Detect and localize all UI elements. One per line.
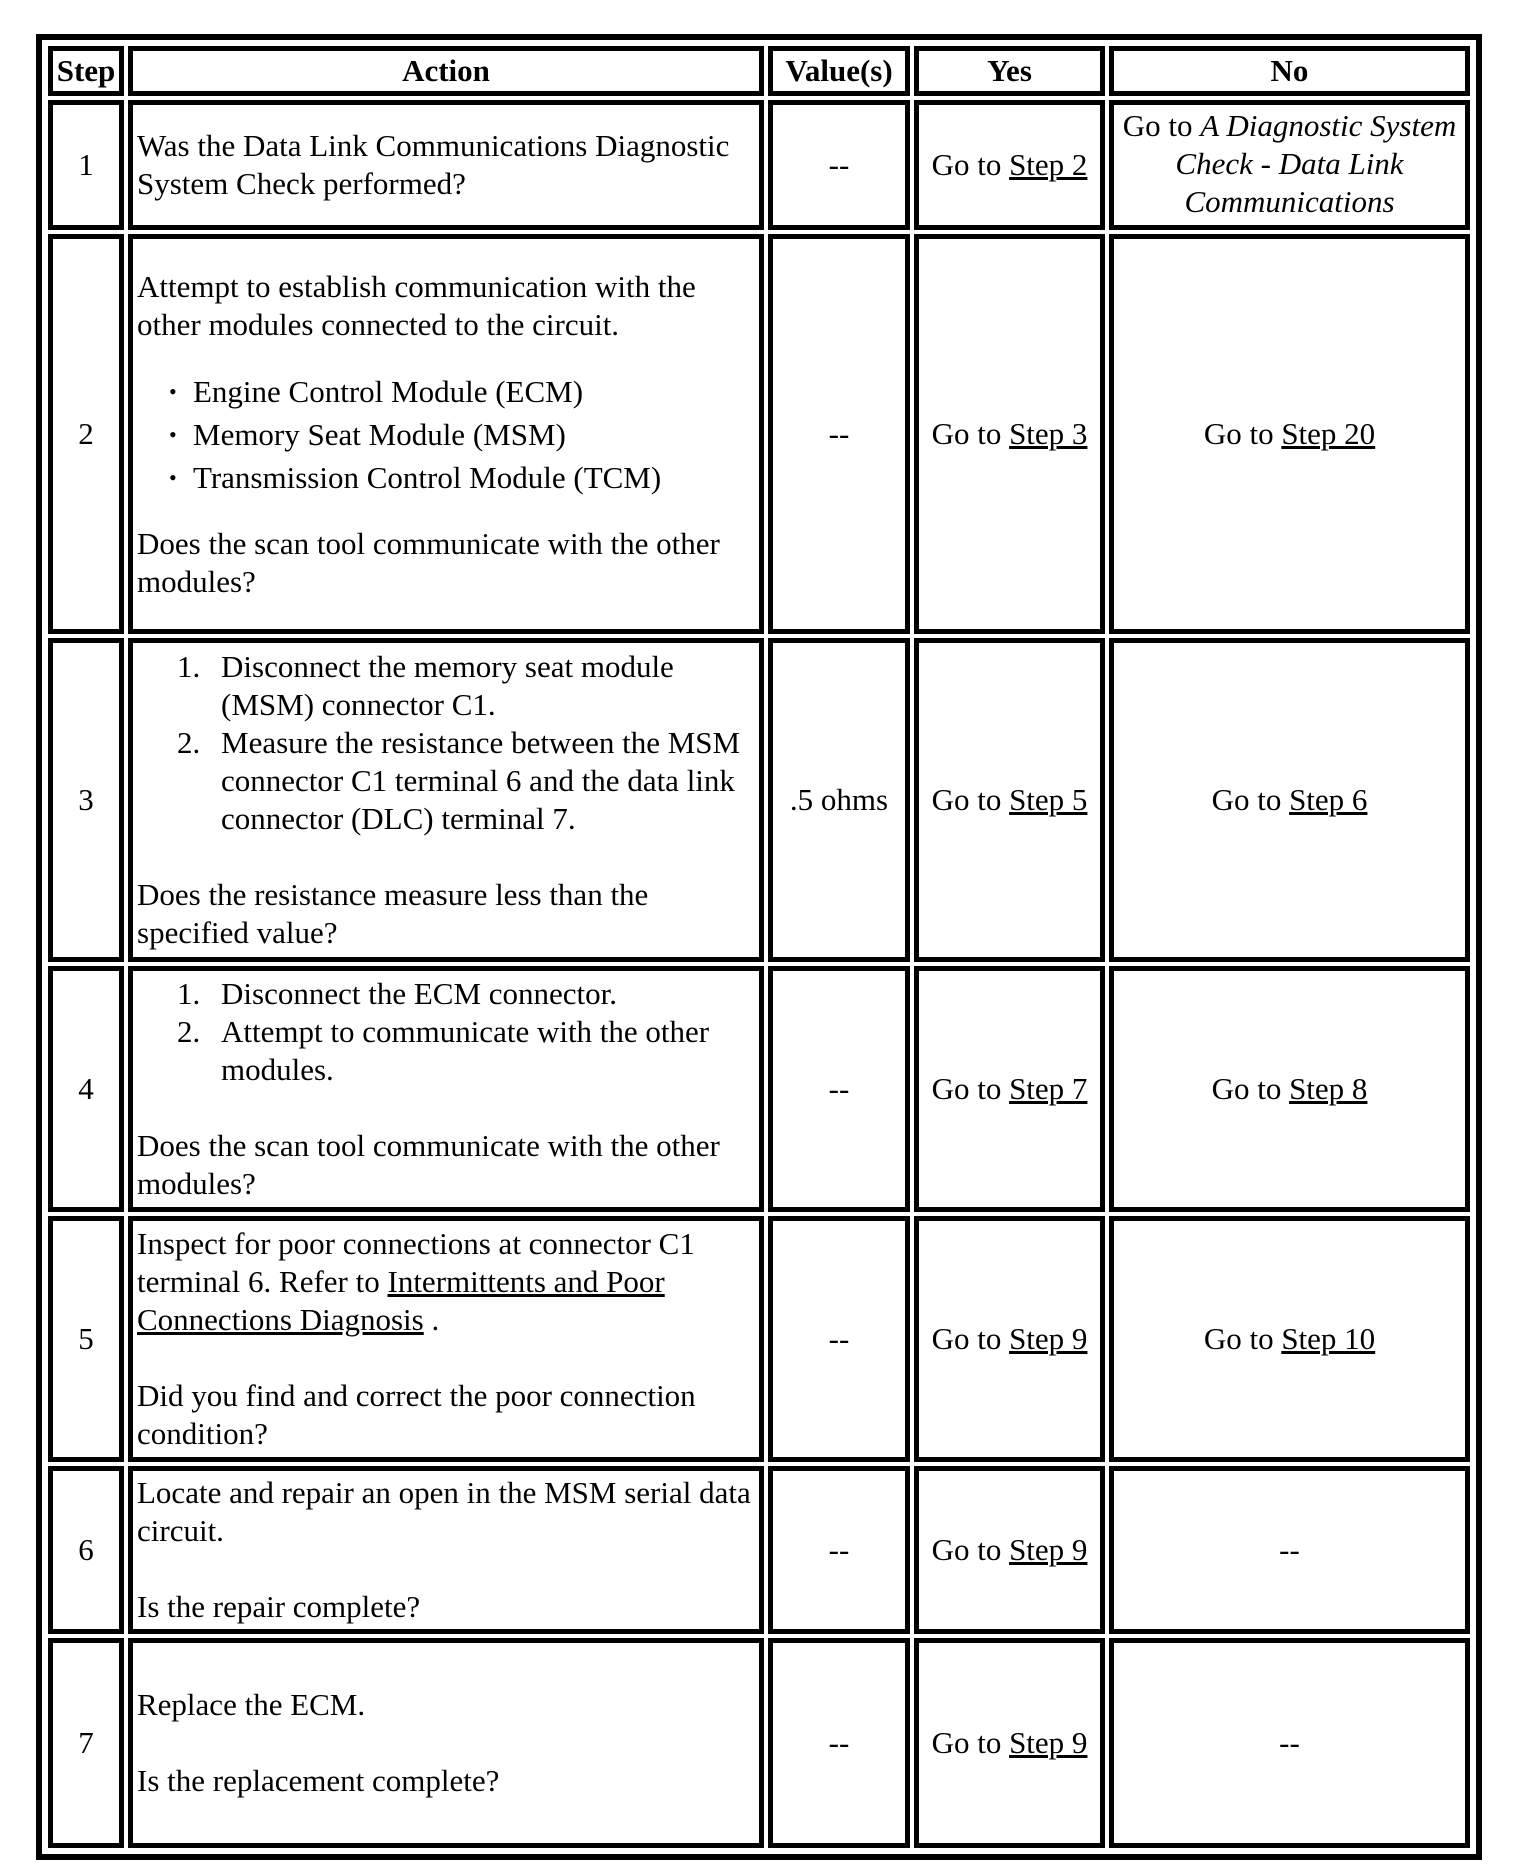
action-cell	[128, 100, 764, 230]
module-list-item: • Memory Seat Module (MSM)	[193, 413, 755, 456]
module-list-item: • Engine Control Module (ECM)	[193, 370, 755, 413]
yes-prefix: Go to	[931, 1532, 1010, 1567]
yes-prefix: Go to	[931, 1321, 1010, 1356]
no-prefix: Go to	[1211, 782, 1290, 817]
value-cell: .5 ohms	[768, 638, 910, 962]
action-cell	[128, 234, 764, 634]
procedure-step	[177, 1013, 755, 1089]
goto-step-9-link[interactable]: Step 9	[1009, 1532, 1088, 1567]
value-cell: --	[768, 1466, 910, 1634]
table-row-step-5	[48, 1216, 1470, 1462]
header-action: Action	[128, 46, 764, 96]
yes-cell	[914, 638, 1105, 962]
no-prefix: Go to	[1203, 416, 1282, 451]
value-cell: --	[768, 234, 910, 634]
goto-step-6-link[interactable]: Step 6	[1289, 782, 1368, 817]
no-cell	[1109, 1216, 1470, 1462]
yes-prefix: Go to	[931, 416, 1010, 451]
header-yes: Yes	[914, 46, 1105, 96]
action-cell	[128, 1466, 764, 1634]
procedure-step-number: 1.	[177, 976, 201, 1011]
no-prefix: Go to	[1122, 108, 1201, 143]
yes-cell	[914, 966, 1105, 1212]
action-text: Attempt to establish communication with the other modules connected to the circuit.	[137, 268, 696, 342]
action-text: Replace the ECM.	[137, 1687, 366, 1722]
no-cell	[1109, 638, 1470, 962]
table-row-step-7	[48, 1638, 1470, 1848]
action-cell	[128, 966, 764, 1212]
procedure-step-text: Disconnect the memory seat module (MSM) connector C1.	[221, 649, 674, 722]
action-cell	[128, 1216, 764, 1462]
no-prefix: Go to	[1203, 1321, 1282, 1356]
procedure-step-text: Disconnect the ECM connector.	[221, 976, 618, 1011]
procedure-step	[177, 975, 755, 1013]
step-number: 4	[48, 966, 124, 1212]
action-question: Does the resistance measure less than the specified value?	[137, 877, 649, 950]
no-prefix: Go to	[1211, 1071, 1290, 1106]
no-cell	[1109, 100, 1470, 230]
diagnostic-table	[44, 42, 1474, 1852]
goto-step-7-link[interactable]: Step 7	[1009, 1071, 1088, 1106]
header-no: No	[1109, 46, 1470, 96]
yes-cell	[914, 234, 1105, 634]
action-cell	[128, 638, 764, 962]
action-question: Does the scan tool communicate with the other modules?	[137, 1128, 720, 1201]
procedure-step	[177, 648, 755, 724]
procedure-step-text: Attempt to communicate with the other modules.	[221, 1014, 710, 1087]
step-number: 1	[48, 100, 124, 230]
table-header-row	[48, 46, 1470, 96]
diagnostic-table-frame	[36, 34, 1482, 1860]
yes-cell	[914, 1216, 1105, 1462]
goto-step-3-link[interactable]: Step 3	[1009, 416, 1088, 451]
header-step: Step	[48, 46, 124, 96]
goto-step-10-link[interactable]: Step 10	[1281, 1321, 1376, 1356]
value-cell: --	[768, 100, 910, 230]
procedure-list	[137, 975, 755, 1089]
table-row-step-4	[48, 966, 1470, 1212]
procedure-step	[177, 724, 755, 838]
procedure-step-text: Measure the resistance between the MSM connector C1 terminal 6 and the data link connector (DLC) terminal 7.	[221, 725, 741, 836]
action-question: Is the replacement complete?	[137, 1763, 500, 1798]
yes-cell	[914, 1638, 1105, 1848]
action-text-suffix: .	[423, 1302, 440, 1337]
no-cell	[1109, 966, 1470, 1212]
step-number: 2	[48, 234, 124, 634]
value-cell: --	[768, 1216, 910, 1462]
yes-prefix: Go to	[931, 147, 1010, 182]
step-number: 7	[48, 1638, 124, 1848]
goto-step-9-link[interactable]: Step 9	[1009, 1321, 1088, 1356]
action-text	[137, 1225, 755, 1339]
yes-prefix: Go to	[931, 782, 1010, 817]
action-text-prefix: Inspect for poor connections at connector C1 terminal 6. Refer to	[137, 1226, 695, 1299]
no-cell: --	[1109, 1466, 1470, 1634]
action-question: Did you find and correct the poor connection condition?	[137, 1378, 696, 1451]
no-cell: --	[1109, 1638, 1470, 1848]
goto-step-5-link[interactable]: Step 5	[1009, 782, 1088, 817]
step-number: 6	[48, 1466, 124, 1634]
yes-cell	[914, 1466, 1105, 1634]
value-cell: --	[768, 1638, 910, 1848]
diagnostic-system-check-reference: A Diagnostic System Check - Data Link Communications	[1175, 108, 1457, 219]
step-number: 5	[48, 1216, 124, 1462]
no-cell	[1109, 234, 1470, 634]
goto-step-2-link[interactable]: Step 2	[1009, 147, 1088, 182]
yes-prefix: Go to	[931, 1071, 1010, 1106]
goto-step-9-link[interactable]: Step 9	[1009, 1725, 1088, 1760]
action-cell	[128, 1638, 764, 1848]
action-text: Locate and repair an open in the MSM serial data circuit.	[137, 1475, 751, 1548]
table-row-step-1	[48, 100, 1470, 230]
header-value: Value(s)	[768, 46, 910, 96]
procedure-list	[137, 648, 755, 838]
goto-step-8-link[interactable]: Step 8	[1289, 1071, 1368, 1106]
procedure-step-number: 2.	[177, 1014, 201, 1049]
yes-prefix: Go to	[931, 1725, 1010, 1760]
table-row-step-3	[48, 638, 1470, 962]
table-row-step-2	[48, 234, 1470, 634]
table-row-step-6	[48, 1466, 1470, 1634]
action-question: Does the scan tool communicate with the other modules?	[137, 525, 720, 599]
goto-step-20-link[interactable]: Step 20	[1281, 416, 1376, 451]
yes-cell	[914, 100, 1105, 230]
intermittents-diagnosis-link[interactable]: Intermittents and Poor Connections Diagnosis	[137, 1264, 665, 1337]
procedure-step-number: 2.	[177, 725, 201, 760]
step-number: 3	[48, 638, 124, 962]
module-list-item: • Transmission Control Module (TCM)	[193, 456, 755, 499]
module-list	[137, 370, 755, 499]
action-text: Was the Data Link Communications Diagnostic System Check performed?	[137, 128, 730, 201]
action-question: Is the repair complete?	[137, 1589, 421, 1624]
procedure-step-number: 1.	[177, 649, 201, 684]
value-cell: --	[768, 966, 910, 1212]
